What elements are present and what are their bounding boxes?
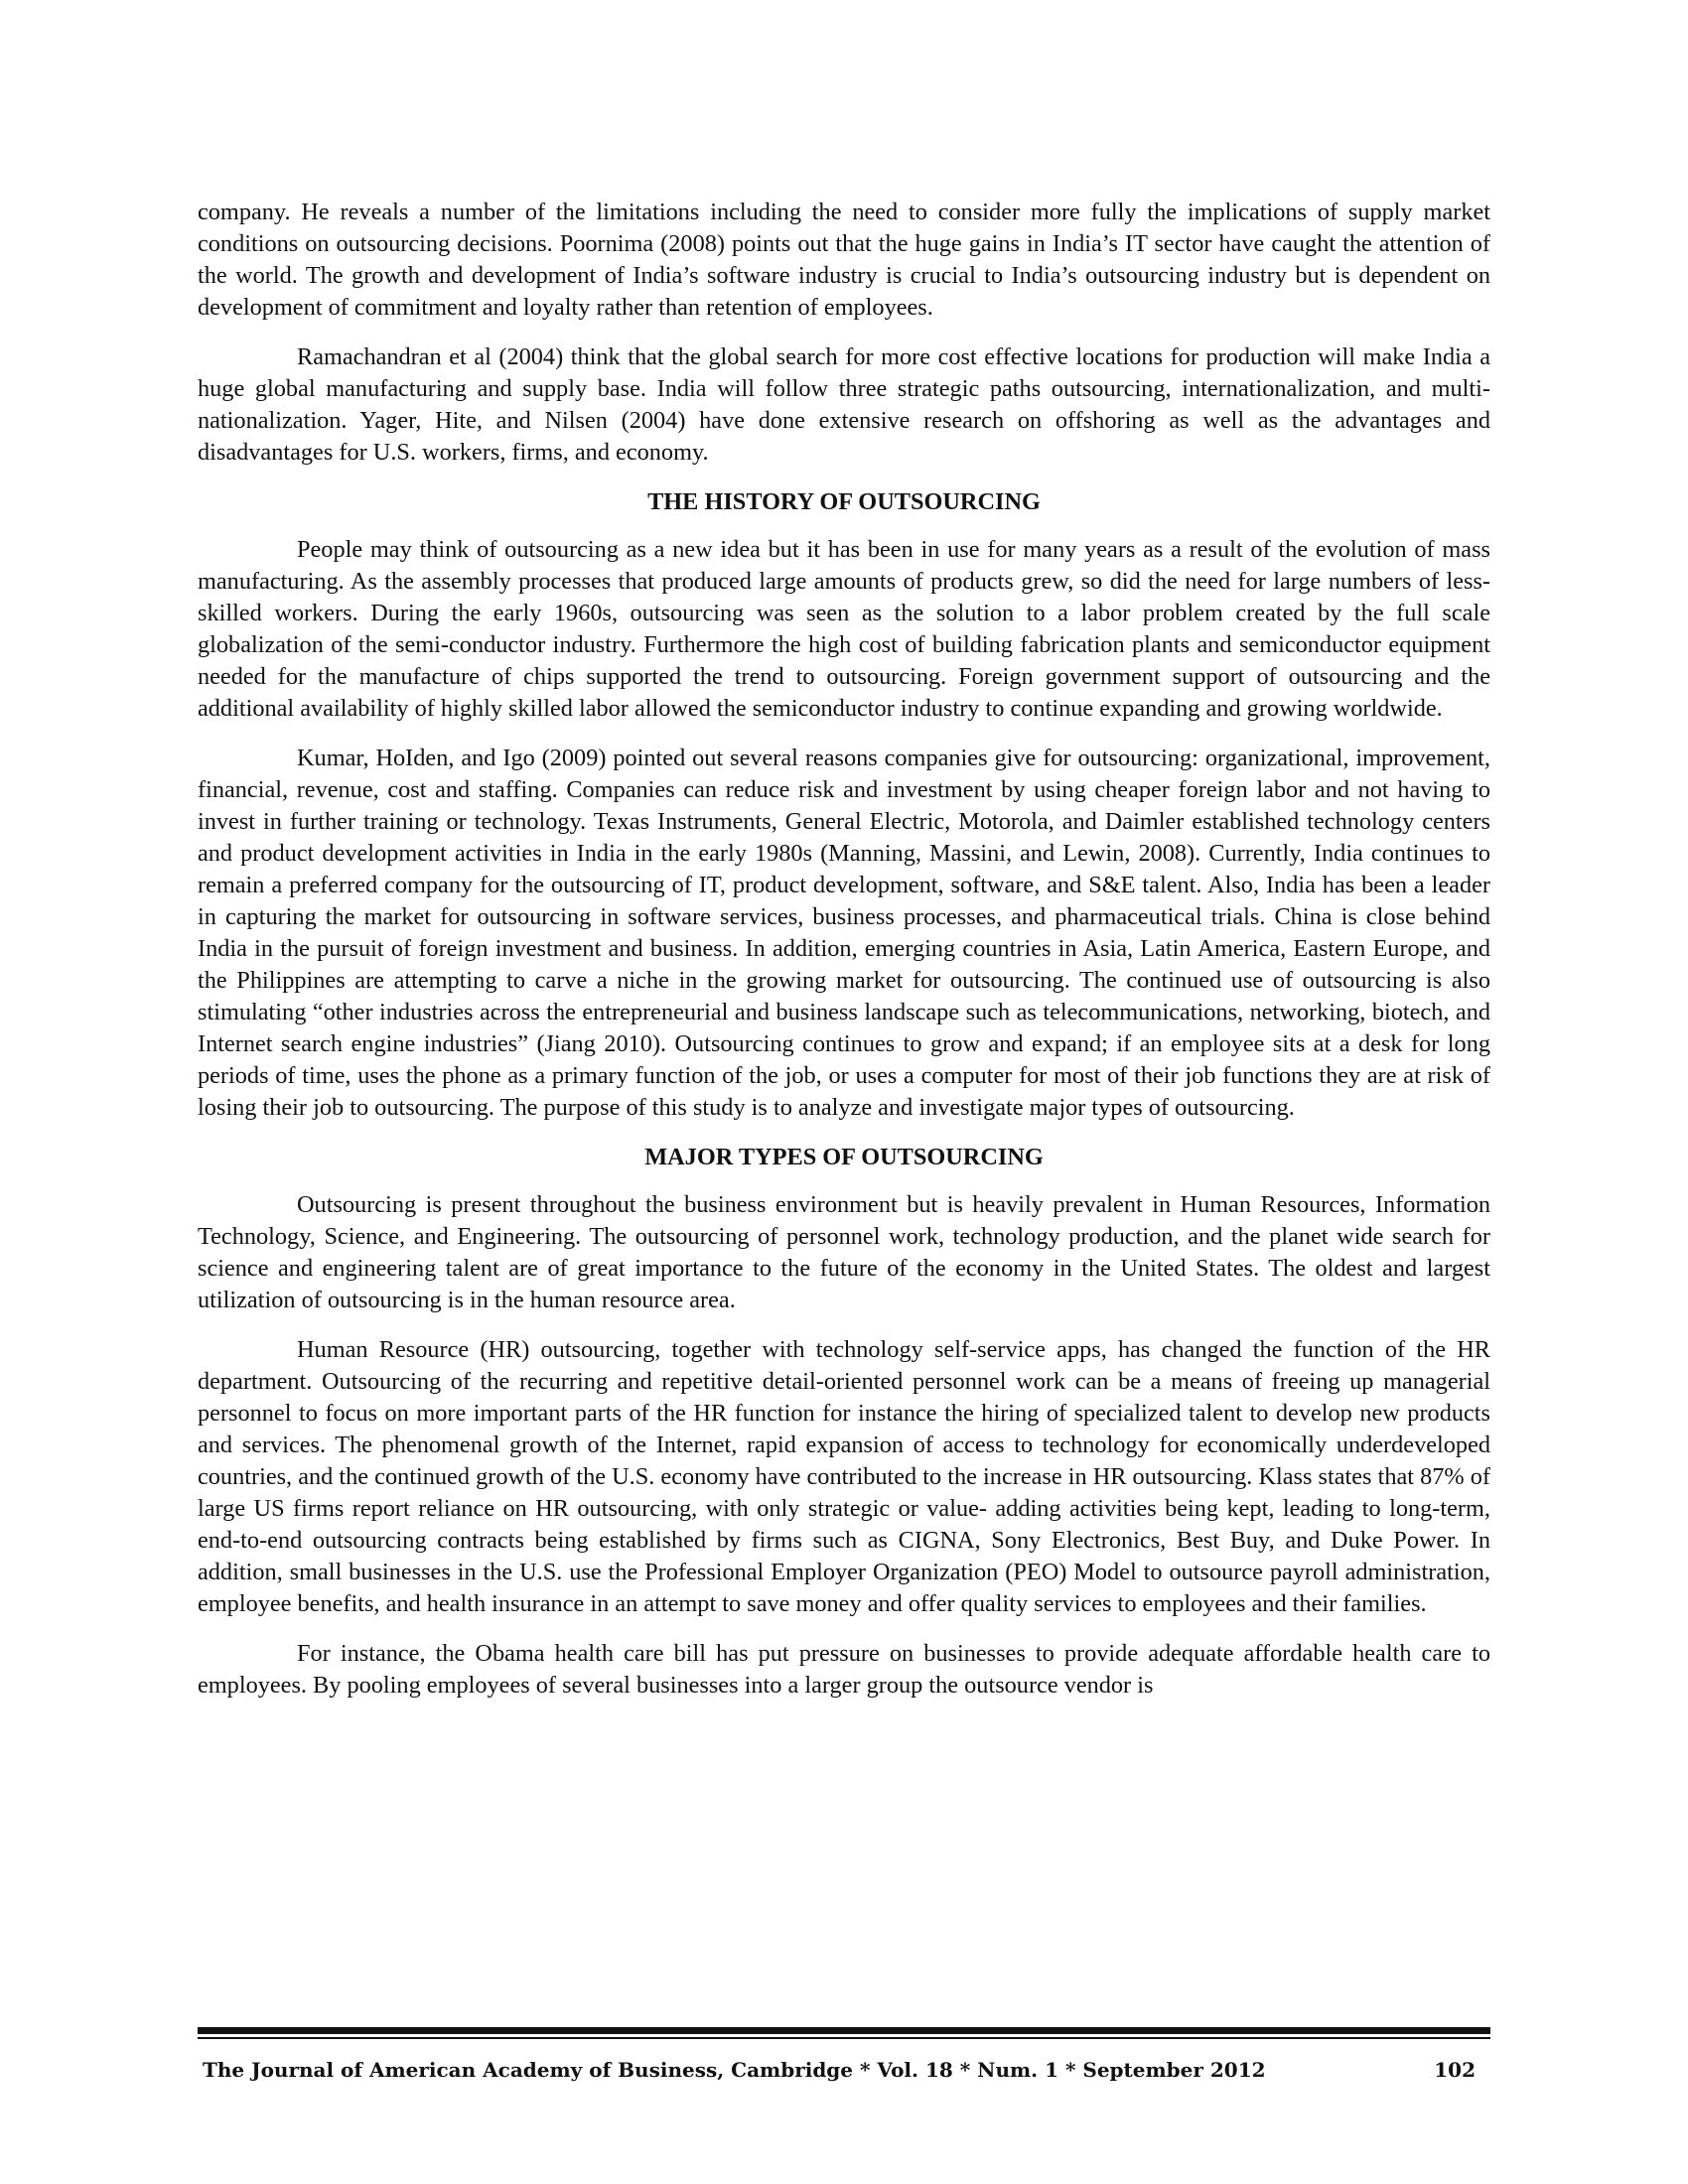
footer-rule [198,2027,1490,2039]
footer-rule-thin [198,2037,1490,2039]
body-paragraph: For instance, the Obama health care bill has put pressure on businesses to provide adequate affordable health care to employees. By pooling employees of several businesses into a larger group the outsource vendor is [198,1640,1490,1699]
section-heading-major-types: MAJOR TYPES OF OUTSOURCING [644,1144,1044,1170]
footer-journal-citation: The Journal of American Academy of Business, Cambridge * Vol. 18 * Num. 1 * September 2012 [203,2058,1266,2082]
body-paragraph: company. He reveals a number of the limitations including the need to consider more fully the implications of supply market conditions on outsourcing decisions. Poornima (2008) points out that the huge gains in India’s IT sector have caught the attention of the world. The growth and development of India’s software industry is crucial to India’s outsourcing industry but is dependent on development of commitment and loyalty rather than retention of employees. [198,199,1490,321]
body-paragraph: Outsourcing is present throughout the business environment but is heavily prevalent in Human Resources, Information Technology, Science, and Engineering. The outsourcing of personnel work, technology production, and the planet wide search for science and engineering talent are of great importance to the future of the economy in the United States. The oldest and largest utilization of outsourcing is in the human resource area. [198,1191,1490,1313]
body-paragraph: Ramachandran et al (2004) think that the global search for more cost effective locations for production will make India a huge global manufacturing and supply base. India will follow three strategic paths outsourcing, internationalization, and multi-nationalization. Yager, Hite, and Nilsen (2004) have done extensive research on offshoring as well as the advantages and disadvantages for U.S. workers, firms, and economy. [198,343,1490,466]
footer-page-number: 102 [1434,2058,1476,2082]
body-paragraph: Kumar, HoIden, and Igo (2009) pointed out several reasons companies give for outsourcing: organizational, improvement, financial, revenue, cost and staffing. Companies can reduce risk and investment by using cheaper foreign labor and not having to invest in further training or technology. Texas Instruments, General Electric, Motorola, and Daimler established technology centers and product development activities in India in the early 1980s (Manning, Massini, and Lewin, 2008). Currently, India continues to remain a preferred company for the outsourcing of IT, product development, software, and S&E talent. Also, India has been a leader in capturing the market for outsourcing in software services, business processes, and pharmaceutical trials. China is close behind India in the pursuit of foreign investment and business. In addition, emerging countries in Asia, Latin America, Eastern Europe, and the Philippines are attempting to carve a niche in the growing market for outsourcing. The continued use of outsourcing is also stimulating “other industries across the entrepreneurial and business landscape such as telecommunications, networking, biotech, and Internet search engine industries” (Jiang 2010). Outsourcing continues to grow and expand; if an employee sits at a desk for long periods of time, uses the phone as a primary function of the job, or uses a computer for most of their job functions they are at risk of losing their job to outsourcing. The purpose of this study is to analyze and investigate major types of outsourcing. [198,745,1490,1121]
body-paragraph: Human Resource (HR) outsourcing, together with technology self-service apps, has changed the function of the HR department. Outsourcing of the recurring and repetitive detail-oriented personnel work can be a means of freeing up managerial personnel to focus on more important parts of the HR function for instance the hiring of specialized talent to develop new products and services. The phenomenal growth of the Internet, rapid expansion of access to technology for economically underdeveloped countries, and the continued growth of the U.S. economy have contributed to the increase in HR outsourcing. Klass states that 87% of large US firms report reliance on HR outsourcing, with only strategic or value- adding activities being kept, leading to long-term, end-to-end outsourcing contracts being established by firms such as CIGNA, Sony Electronics, Best Buy, and Duke Power. In addition, small businesses in the U.S. use the Professional Employer Organization (PEO) Model to outsource payroll administration, employee benefits, and health insurance in an attempt to save money and offer quality services to employees and their families. [198,1336,1490,1617]
body-paragraph: People may think of outsourcing as a new idea but it has been in use for many years as a result of the evolution of mass manufacturing. As the assembly processes that produced large amounts of products grew, so did the need for large numbers of less-skilled workers. During the early 1960s, outsourcing was seen as the solution to a labor problem created by the full scale globalization of the semi-conductor industry. Furthermore the high cost of building fabrication plants and semiconductor equipment needed for the manufacture of chips supported the trend to outsourcing. Foreign government support of outsourcing and the additional availability of highly skilled labor allowed the semiconductor industry to continue expanding and growing worldwide. [198,536,1490,722]
section-heading-history: THE HISTORY OF OUTSOURCING [647,488,1041,515]
footer-rule-thick [198,2027,1490,2034]
page-body [198,197,1490,1719]
